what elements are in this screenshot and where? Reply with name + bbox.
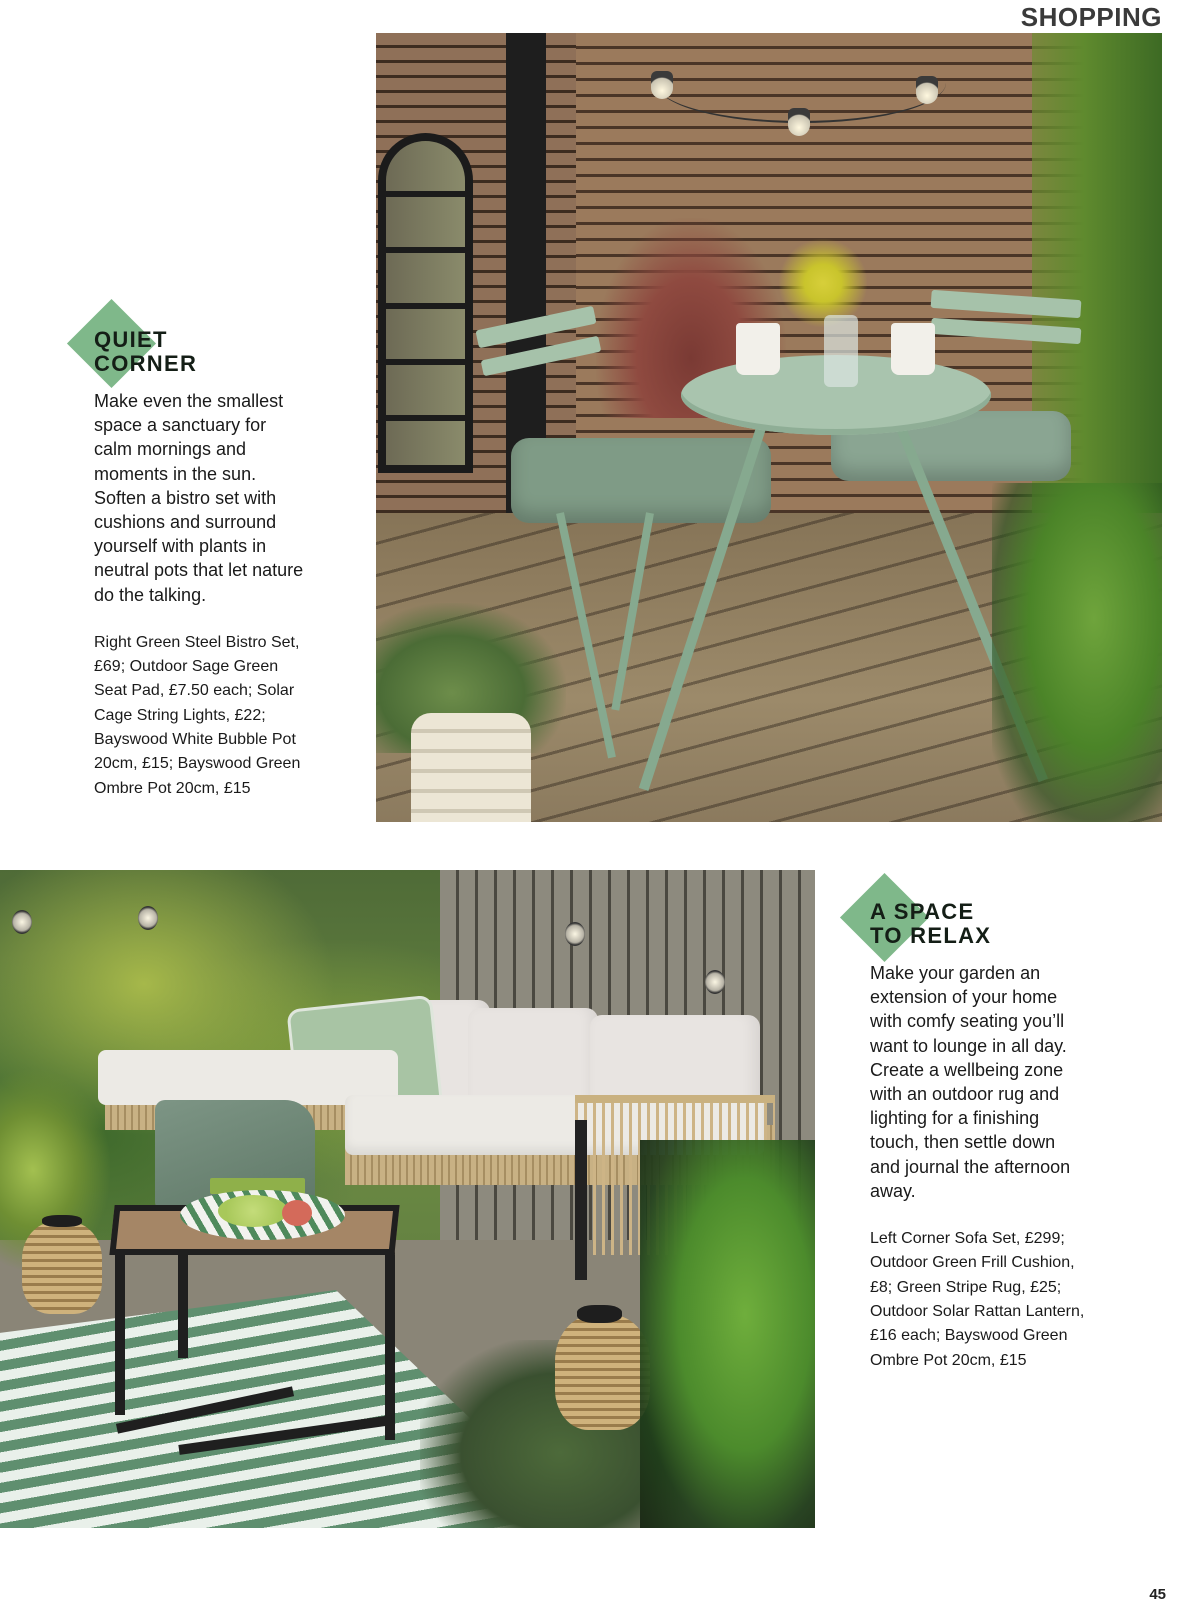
bistro-set-photo xyxy=(376,33,1162,822)
sofa-post xyxy=(575,1120,587,1280)
section-heading xyxy=(870,872,1160,948)
glass-vase xyxy=(824,315,858,387)
rattan-lantern xyxy=(22,1222,102,1314)
string-light-icon xyxy=(138,906,158,930)
quiet-corner-panel xyxy=(94,300,364,801)
product-credits xyxy=(870,1227,1085,1373)
table-leg xyxy=(178,1250,188,1358)
solar-cap xyxy=(42,1215,82,1227)
string-light-icon xyxy=(565,922,585,946)
solar-cap xyxy=(577,1305,622,1323)
table-leg xyxy=(385,1250,395,1440)
heading-line-2: CORNER xyxy=(94,351,198,376)
heading-line-1: QUIET xyxy=(94,327,168,352)
credits-position: Right xyxy=(94,633,132,651)
white-bubble-pot xyxy=(411,713,531,822)
section-body: Make your garden an extension of your home with comfy seating you’ll want to lounge in all day. Create a wellbeing zone with an outdoor rug and lighting for a finishing touch, then settle down and journal the afternoon away. xyxy=(870,963,1071,1201)
section-heading xyxy=(94,300,364,376)
string-light-icon xyxy=(12,910,32,934)
section-body: Make even the smallest space a sanctuary for calm mornings and moments in the sun. Soften a bistro set with cushions and surround yourself with plants in neutral pots that let nature do the talking. xyxy=(94,391,304,605)
arched-mirror xyxy=(378,133,473,473)
corner-sofa-photo xyxy=(0,870,815,1528)
string-light-icon xyxy=(651,71,673,99)
string-light-icon xyxy=(916,76,938,104)
heading-line-2: TO RELAX xyxy=(870,923,992,948)
leafy-plant xyxy=(992,483,1162,822)
table-leg xyxy=(115,1250,125,1415)
credits-products: Corner Sofa Set, £299; Outdoor Green Frill Cushion, £8; Green Stripe Rug, £25; Outdoor Solar Rattan Lantern, £16 each; Bayswood Green Ombre Pot 20cm, £15 xyxy=(870,1230,1085,1369)
grapes xyxy=(218,1195,288,1227)
white-mug xyxy=(891,323,935,375)
section-label: SHOPPING xyxy=(1020,2,1162,32)
space-to-relax-panel xyxy=(870,872,1160,1373)
yellow-flowers xyxy=(768,233,878,333)
rattan-lantern xyxy=(555,1315,650,1430)
credits-position: Left xyxy=(870,1230,897,1248)
string-light-icon xyxy=(788,108,810,136)
white-mug xyxy=(736,323,780,375)
heading-line-1: A SPACE xyxy=(870,899,975,924)
fatsia-plant xyxy=(640,1140,815,1528)
string-light-icon xyxy=(705,970,725,994)
page-number: 45 xyxy=(1149,1586,1166,1603)
credits-products: Green Steel Bistro Set, £69; Outdoor Sage Green Seat Pad, £7.50 each; Solar Cage String Lights, £22; Bayswood White Bubble Pot 20cm, £15; Bayswood Green Ombre Pot 20cm, £15 xyxy=(94,633,301,797)
peaches xyxy=(282,1200,312,1226)
product-credits xyxy=(94,631,304,801)
